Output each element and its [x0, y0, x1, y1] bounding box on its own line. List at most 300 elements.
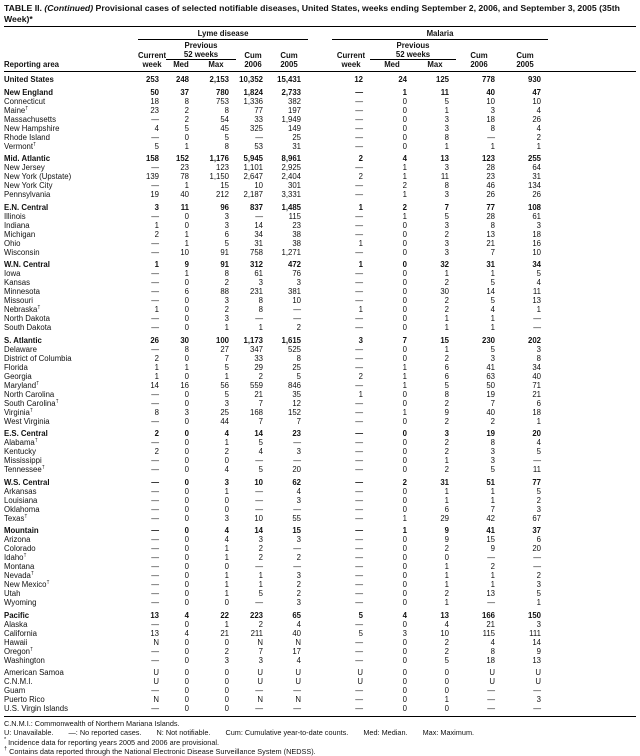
lyme-value-cell: 5,945: [243, 154, 263, 163]
lyme-value-cell: 212: [215, 190, 229, 199]
row-tail: [548, 571, 636, 580]
row-tail: [548, 598, 636, 607]
lyme-value-cell: 0: [224, 562, 229, 571]
malaria-value-cell: 51: [486, 477, 495, 487]
reporting-area-cell: Oklahoma: [4, 504, 40, 514]
footnote-star-text: Incidence data for reporting years 2005 and 2006 are provisional.: [8, 737, 220, 747]
row-tail: [548, 417, 636, 426]
lyme-value-cell: 0: [184, 504, 189, 514]
malaria-value-cell: 8: [444, 132, 449, 142]
lyme-value-cell: 525: [287, 344, 301, 354]
malaria-value-cell: 125: [435, 75, 449, 84]
lyme-value-cell: —: [151, 269, 159, 278]
malaria-value-cell: 1: [402, 513, 407, 523]
malaria-value-cell: 1: [490, 580, 495, 589]
lyme-value-cell: 837: [249, 202, 263, 212]
reporting-area-cell: Arkansas: [4, 486, 37, 496]
malaria-value-cell: U: [357, 668, 363, 677]
lyme-value-cell: 1: [154, 362, 159, 372]
malaria-value-cell: 42: [486, 513, 495, 523]
lyme-value-cell: —: [151, 238, 159, 248]
row-tail: [548, 190, 636, 199]
header-spacer: [4, 27, 138, 40]
malaria-value-cell: 13: [440, 610, 449, 620]
lyme-value-cell: 1: [224, 589, 229, 598]
lyme-value-cell: 312: [249, 260, 263, 269]
lyme-value-cell: 1,824: [243, 87, 263, 97]
lyme-value-cell: 0: [184, 398, 189, 408]
lyme-value-cell: 0: [224, 495, 229, 505]
lyme-value-cell: 2: [258, 619, 263, 629]
malaria-value-cell: —: [355, 619, 363, 629]
row-tail: [548, 72, 636, 85]
lyme-value-cell: 14: [254, 526, 263, 535]
malaria-value-cell: 3: [444, 220, 449, 230]
malaria-value-cell: —: [355, 704, 363, 713]
reporting-area-cell: W.N. Central: [4, 260, 50, 269]
table-row: [4, 142, 636, 151]
malaria-value-cell: 7: [490, 504, 495, 514]
lyme-value-cell: 0: [184, 132, 189, 142]
lyme-value-cell: 21: [220, 628, 229, 638]
row-tail: [548, 269, 636, 278]
malaria-value-cell: 1: [490, 323, 495, 332]
malaria-value-cell: 0: [402, 132, 407, 142]
row-tail: [548, 695, 636, 704]
col-header-previous-lyme: Previous: [184, 41, 218, 50]
col-header-cum2006-malaria: Cum: [470, 50, 488, 60]
lyme-value-cell: 197: [287, 105, 301, 115]
malaria-value-cell: 0: [402, 220, 407, 230]
lyme-value-cell: 1,101: [243, 163, 263, 172]
malaria-value-cell: 3: [358, 335, 363, 345]
malaria-value-cell: 1: [536, 598, 541, 607]
malaria-value-cell: 13: [486, 229, 495, 239]
lyme-value-cell: 14: [254, 429, 263, 438]
lyme-value-cell: 20: [292, 465, 301, 474]
table-row: [4, 163, 636, 172]
malaria-value-cell: 0: [402, 504, 407, 514]
lyme-value-cell: 3: [258, 535, 263, 544]
reporting-area-cell: Colorado: [4, 544, 36, 553]
column-gap: [308, 133, 332, 142]
column-gap: [308, 314, 332, 323]
malaria-value-cell: —: [355, 287, 363, 296]
malaria-value-cell: 77: [486, 202, 495, 212]
lyme-value-cell: 13: [150, 628, 159, 638]
lyme-value-cell: —: [151, 686, 159, 695]
lyme-value-cell: —: [293, 456, 301, 465]
malaria-value-cell: 5: [444, 380, 449, 390]
malaria-value-cell: 1: [490, 486, 495, 496]
row-tail: [548, 408, 636, 417]
lyme-value-cell: 7: [258, 398, 263, 408]
table-row: [4, 151, 636, 164]
malaria-value-cell: 255: [527, 154, 541, 163]
malaria-value-cell: 47: [532, 87, 541, 97]
malaria-value-cell: —: [355, 646, 363, 656]
lyme-value-cell: 1: [224, 323, 229, 332]
lyme-value-cell: 0: [184, 353, 189, 363]
row-tail: [548, 544, 636, 553]
malaria-value-cell: 930: [527, 75, 541, 84]
lyme-value-cell: 0: [184, 314, 189, 323]
malaria-value-cell: 7: [490, 398, 495, 408]
reporting-area-cell: Alaska: [4, 619, 28, 629]
row-tail: [548, 665, 636, 678]
malaria-value-cell: 1: [402, 163, 407, 172]
row-tail: [548, 656, 636, 665]
malaria-value-cell: —: [355, 553, 363, 562]
lyme-value-cell: 123: [215, 163, 229, 172]
column-gap: [308, 686, 332, 695]
row-tail: [548, 296, 636, 305]
malaria-value-cell: 4: [536, 438, 541, 447]
malaria-value-cell: 77: [532, 477, 541, 487]
lyme-value-cell: 91: [220, 247, 229, 257]
table-row: [4, 172, 636, 181]
legend-item: Max: Maximum.: [422, 728, 475, 738]
malaria-value-cell: —: [533, 314, 541, 323]
dagger-marker: †: [55, 398, 59, 404]
legend-item: —: No reported cases.: [68, 728, 142, 738]
lyme-value-cell: —: [151, 646, 159, 656]
column-gap: [308, 239, 332, 248]
malaria-value-cell: 10: [486, 96, 495, 106]
lyme-value-cell: 7: [258, 646, 263, 656]
malaria-value-cell: —: [355, 637, 363, 647]
malaria-value-cell: 108: [527, 202, 541, 212]
reporting-area-cell: W.S. Central: [4, 477, 50, 487]
lyme-value-cell: 23: [180, 163, 189, 172]
lyme-value-cell: 382: [287, 96, 301, 106]
lyme-value-cell: 1: [154, 260, 159, 269]
malaria-value-cell: 2: [444, 416, 449, 426]
lyme-value-cell: 8: [184, 344, 189, 354]
dagger-marker: †: [34, 438, 38, 444]
lyme-value-cell: 5: [258, 465, 263, 474]
malaria-value-cell: 0: [402, 229, 407, 239]
reporting-area-cell: United States: [4, 75, 54, 84]
malaria-value-cell: U: [535, 677, 541, 686]
malaria-value-cell: —: [533, 704, 541, 713]
lyme-value-cell: —: [151, 314, 159, 323]
reporting-area-cell: New England: [4, 87, 53, 97]
lyme-value-cell: 56: [220, 380, 229, 390]
malaria-value-cell: 34: [532, 362, 541, 372]
header-spacer: [548, 40, 636, 51]
malaria-value-cell: 0: [402, 562, 407, 571]
malaria-value-cell: 778: [481, 75, 495, 84]
lyme-value-cell: 8: [296, 353, 301, 363]
reporting-area-cell: U.S. Virgin Islands: [4, 704, 68, 713]
malaria-value-cell: 2: [402, 477, 407, 487]
table-row: [4, 305, 636, 314]
lyme-value-cell: —: [151, 562, 159, 571]
footer-divider: [4, 716, 636, 717]
malaria-value-cell: —: [355, 504, 363, 514]
malaria-value-cell: 4: [490, 637, 495, 647]
malaria-value-cell: 11: [532, 287, 541, 296]
lyme-value-cell: 211: [250, 628, 263, 638]
malaria-value-cell: 0: [402, 580, 407, 589]
malaria-value-cell: 1: [490, 495, 495, 505]
lyme-value-cell: —: [151, 398, 159, 408]
malaria-value-cell: 67: [532, 513, 541, 523]
malaria-value-cell: 1: [402, 172, 407, 181]
lyme-value-cell: 55: [292, 513, 301, 523]
lyme-value-cell: N: [257, 695, 263, 704]
column-gap: [308, 487, 332, 496]
lyme-value-cell: —: [151, 278, 159, 287]
bottom-header-row: [4, 60, 636, 72]
malaria-value-cell: 0: [402, 686, 407, 695]
lyme-value-cell: 77: [254, 105, 263, 115]
malaria-value-cell: —: [487, 695, 495, 704]
malaria-value-cell: 3: [536, 619, 541, 629]
column-gap: [308, 704, 332, 713]
malaria-value-cell: 0: [402, 353, 407, 363]
malaria-value-cell: 7: [490, 247, 495, 257]
malaria-value-cell: —: [355, 486, 363, 496]
header-spacer: [548, 27, 636, 40]
malaria-value-cell: 0: [444, 704, 449, 713]
lyme-value-cell: —: [151, 580, 159, 589]
lyme-value-cell: 231: [249, 287, 263, 296]
lyme-value-cell: 0: [224, 637, 229, 647]
malaria-value-cell: 2: [444, 447, 449, 456]
malaria-value-cell: 0: [402, 141, 407, 151]
malaria-value-cell: 13: [532, 296, 541, 305]
lyme-value-cell: 9: [184, 260, 189, 269]
lyme-value-cell: 0: [184, 305, 189, 314]
malaria-value-cell: 6: [444, 362, 449, 372]
malaria-value-cell: —: [355, 571, 363, 580]
row-tail: [548, 474, 636, 487]
table-row: [4, 505, 636, 514]
row-tail: [548, 278, 636, 287]
lyme-value-cell: 8,961: [281, 154, 301, 163]
malaria-value-cell: 2: [444, 278, 449, 287]
lyme-value-cell: 17: [292, 646, 301, 656]
reporting-area-cell: Rhode Island: [4, 132, 50, 142]
table-row: [4, 72, 636, 85]
lyme-value-cell: 40: [292, 628, 301, 638]
reporting-area-cell: Mountain: [4, 526, 39, 535]
reporting-area-cell: New Mexico†: [4, 580, 50, 589]
malaria-value-cell: 40: [532, 371, 541, 381]
lyme-value-cell: 2: [154, 353, 159, 363]
table-row: [4, 212, 636, 221]
lyme-value-cell: 0: [184, 544, 189, 553]
lyme-value-cell: 2: [296, 323, 301, 332]
lyme-value-cell: 0: [184, 211, 189, 221]
lyme-value-cell: 7: [224, 353, 229, 363]
table-row: [4, 438, 636, 447]
col-header-med-malaria: Med: [370, 60, 414, 72]
malaria-value-cell: 71: [532, 380, 541, 390]
malaria-value-cell: —: [355, 141, 363, 151]
malaria-value-cell: 21: [486, 619, 495, 629]
lyme-value-cell: 23: [150, 105, 159, 115]
reporting-area-cell: Utah: [4, 589, 21, 598]
reporting-area-header: Reporting area: [4, 60, 138, 72]
row-tail: [548, 505, 636, 514]
malaria-value-cell: 28: [486, 211, 495, 221]
malaria-value-cell: 1: [490, 571, 495, 580]
lyme-value-cell: 3: [224, 296, 229, 305]
malaria-value-cell: 115: [482, 628, 495, 638]
malaria-value-cell: —: [355, 105, 363, 115]
malaria-value-cell: 18: [532, 407, 541, 417]
malaria-value-cell: —: [355, 562, 363, 571]
lyme-value-cell: 2,187: [243, 190, 263, 199]
lyme-value-cell: 1: [184, 238, 189, 248]
lyme-value-cell: 3: [224, 398, 229, 408]
lyme-value-cell: 846: [287, 380, 301, 390]
reporting-area-cell: Maine†: [4, 105, 29, 115]
footnote-cnmi: C.N.M.I.: Commonwealth of Northern Mariana Islands.: [4, 719, 180, 728]
table-row: [4, 124, 636, 133]
lyme-value-cell: 91: [220, 260, 229, 269]
malaria-value-cell: 0: [402, 438, 407, 447]
reporting-area-cell: Connecticut: [4, 96, 46, 106]
malaria-value-cell: 3: [444, 163, 449, 172]
lyme-value-cell: 8: [224, 105, 229, 115]
malaria-value-cell: 1: [402, 190, 407, 199]
table-row: [4, 474, 636, 487]
lyme-value-cell: 3: [296, 571, 301, 580]
lyme-value-cell: 5: [258, 589, 263, 598]
lyme-value-cell: 0: [184, 429, 189, 438]
malaria-value-cell: 2: [402, 181, 407, 190]
lyme-group-header: Lyme disease: [138, 27, 308, 40]
malaria-value-cell: 7: [402, 335, 407, 345]
malaria-value-cell: 6: [536, 535, 541, 544]
malaria-value-cell: —: [355, 323, 363, 332]
table-row: [4, 562, 636, 571]
malaria-value-cell: U: [535, 668, 541, 677]
malaria-value-cell: 29: [440, 513, 449, 523]
lyme-value-cell: 5: [224, 362, 229, 372]
lyme-value-cell: 0: [184, 495, 189, 505]
lyme-value-cell: 38: [292, 229, 301, 239]
lyme-value-cell: 96: [220, 202, 229, 212]
col-header-current-malaria: Current: [336, 50, 366, 60]
reporting-area-cell: Minnesota: [4, 287, 40, 296]
lyme-value-cell: —: [151, 211, 159, 221]
row-tail: [548, 372, 636, 381]
row-tail: [548, 345, 636, 354]
lyme-value-cell: 1: [184, 362, 189, 372]
column-gap: [308, 381, 332, 390]
malaria-value-cell: 0: [402, 704, 407, 713]
lyme-value-cell: —: [151, 163, 159, 172]
malaria-value-cell: 9: [444, 535, 449, 544]
lyme-value-cell: 0: [184, 695, 189, 704]
table-row: [4, 571, 636, 580]
reporting-area-cell: Missouri: [4, 296, 34, 305]
malaria-value-cell: 2: [444, 637, 449, 647]
col-header-2005-lyme: 2005: [270, 60, 308, 72]
malaria-value-cell: 9: [536, 646, 541, 656]
lyme-value-cell: 18: [150, 96, 159, 106]
reporting-area-cell: Illinois: [4, 211, 26, 221]
col-header-max-malaria: Max: [414, 60, 456, 72]
dagger-marker: †: [24, 513, 28, 519]
lyme-value-cell: 2: [258, 553, 263, 562]
malaria-value-cell: —: [355, 447, 363, 456]
malaria-value-cell: 4: [536, 123, 541, 133]
lyme-value-cell: 15: [292, 526, 301, 535]
lyme-value-cell: —: [293, 704, 301, 713]
reporting-area-cell: Nebraska†: [4, 305, 41, 314]
lyme-value-cell: 1,949: [281, 114, 301, 124]
table-row: [4, 97, 636, 106]
lyme-value-cell: 0: [184, 389, 189, 399]
malaria-value-cell: 5: [536, 486, 541, 496]
malaria-value-cell: 14: [532, 637, 541, 647]
lyme-value-cell: 33: [254, 114, 263, 124]
table-row: [4, 199, 636, 212]
lyme-value-cell: 1: [258, 323, 263, 332]
reporting-area-cell: Idaho†: [4, 553, 27, 562]
malaria-value-cell: 134: [527, 181, 541, 190]
legend-item: Med: Median.: [363, 728, 408, 738]
lyme-value-cell: 158: [145, 154, 159, 163]
malaria-value-cell: 9: [444, 407, 449, 417]
malaria-value-cell: 2: [402, 202, 407, 212]
row-tail: [548, 381, 636, 390]
malaria-value-cell: 9: [444, 526, 449, 535]
col-header-2006-malaria: 2006: [456, 60, 502, 72]
row-tail: [548, 487, 636, 496]
malaria-value-cell: 3: [444, 114, 449, 124]
malaria-value-cell: 0: [402, 105, 407, 115]
malaria-value-cell: —: [355, 114, 363, 124]
malaria-value-cell: —: [355, 655, 363, 665]
lyme-value-cell: 0: [184, 704, 189, 713]
column-gap: [308, 363, 332, 372]
group-header-row: [4, 27, 636, 40]
lyme-value-cell: 0: [184, 571, 189, 580]
lyme-value-cell: 1: [154, 220, 159, 230]
lyme-value-cell: 4: [184, 628, 189, 638]
lyme-value-cell: 0: [224, 668, 229, 677]
lyme-value-cell: 8: [258, 296, 263, 305]
lyme-value-cell: U: [153, 668, 159, 677]
malaria-value-cell: 0: [402, 637, 407, 647]
malaria-value-cell: 5: [358, 610, 363, 620]
lyme-value-cell: 1: [258, 580, 263, 589]
lyme-value-cell: 0: [184, 677, 189, 686]
malaria-value-cell: —: [355, 580, 363, 589]
malaria-value-cell: —: [355, 598, 363, 607]
malaria-value-cell: —: [487, 132, 495, 142]
malaria-value-cell: U: [489, 677, 495, 686]
reporting-area-cell: Hawaii: [4, 637, 28, 647]
malaria-value-cell: 8: [536, 353, 541, 363]
malaria-value-cell: 13: [486, 589, 495, 598]
lyme-value-cell: 2: [184, 114, 189, 124]
lyme-value-cell: 347: [249, 344, 263, 354]
col-header-52weeks-malaria: 52 weeks: [370, 50, 456, 60]
reporting-area-cell: Massachusetts: [4, 114, 57, 124]
lyme-value-cell: 4: [224, 465, 229, 474]
header-spacer: [308, 40, 332, 51]
lyme-value-cell: —: [151, 486, 159, 496]
lyme-value-cell: 0: [184, 416, 189, 426]
